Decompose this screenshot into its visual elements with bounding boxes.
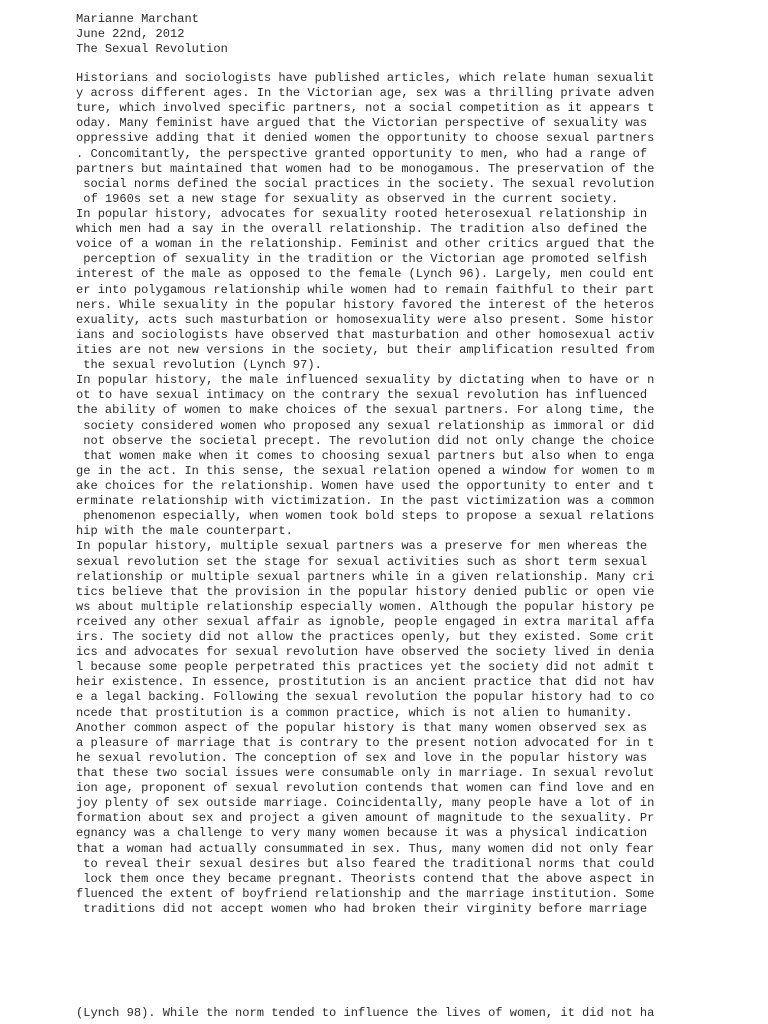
text-line: ics and advocates for sexual revolution have observed the society lived in denia	[76, 645, 655, 660]
text-line: which men had a say in the overall relationship. The tradition also defined the	[76, 222, 648, 237]
text-line: formation about sex and project a given amount of magnitude to the sexuality. Pr	[76, 811, 655, 826]
text-line: l because some people perpetrated this practices yet the society did not admit t	[76, 660, 655, 675]
text-line: ge in the act. In this sense, the sexual relation opened a window for women to m	[76, 463, 655, 478]
text-line: ake choices for the relationship. Women have used the opportunity to enter and t	[76, 478, 655, 493]
text-line: ion age, proponent of sexual revolution contends that women can find love and en	[76, 781, 655, 796]
text-line: In popular history, multiple sexual partners was a preserve for men whereas the	[76, 539, 648, 554]
text-line: a pleasure of marriage that is contrary to the present notion advocated for in t	[76, 735, 655, 750]
text-line: tics believe that the provision in the popular history denied public or open vie	[76, 584, 655, 599]
text-line: oday. Many feminist have argued that the Victorian perspective of sexuality was	[76, 116, 648, 131]
text-line: exuality, acts such masturbation or homosexuality were also present. Some histor	[76, 312, 655, 327]
text-line: Another common aspect of the popular history is that many women observed sex as	[76, 720, 648, 735]
text-line: oppressive adding that it denied women the opportunity to choose sexual partners	[76, 131, 655, 146]
text-line: The Sexual Revolution	[76, 42, 228, 57]
text-line: sexual revolution set the stage for sexual activities such as short term sexual	[76, 554, 648, 569]
text-line: ture, which involved specific partners, not a social competition as it appears t	[76, 101, 655, 116]
text-line: that these two social issues were consumable only in marriage. In sexual revolut	[76, 766, 655, 781]
text-line: the ability of women to make choices of the sexual partners. For along time, the	[76, 403, 655, 418]
text-line: rceived any other sexual affair as ignoble, people engaged in extra marital affa	[76, 614, 655, 629]
text-line: of 1960s set a new stage for sexuality as observed in the current society.	[76, 191, 619, 206]
text-line: traditions did not accept women who had broken their virginity before marriage	[76, 902, 648, 917]
document-body	[76, 71, 654, 917]
text-line: egnancy was a challenge to very many women because it was a physical indication	[76, 826, 648, 841]
text-line: the sexual revolution (Lynch 97).	[76, 358, 322, 373]
text-line: ners. While sexuality in the popular history favored the interest of the heteros	[76, 297, 655, 312]
text-line: that a woman had actually consummated in sex. Thus, many women did not only fear	[76, 841, 655, 856]
text-line: phenomenon especially, when women took bold steps to propose a sexual relations	[76, 509, 655, 524]
text-line: (Lynch 98). While the norm tended to influence the lives of women, it did not ha	[76, 1006, 655, 1020]
text-line: ians and sociologists have observed that masturbation and other homosexual activ	[76, 327, 655, 342]
text-line: e a legal backing. Following the sexual revolution the popular history had to co	[76, 690, 655, 705]
text-line: Historians and sociologists have published articles, which relate human sexualit	[76, 71, 655, 85]
text-line: . Concomitantly, the perspective granted opportunity to men, who had a range of	[76, 146, 648, 161]
text-line: In popular history, advocates for sexuality rooted heterosexual relationship in	[76, 206, 648, 221]
text-line: voice of a woman in the relationship. Feminist and other critics argued that the	[76, 237, 655, 252]
text-line: perception of sexuality in the tradition or the Victorian age promoted selfish	[76, 252, 648, 267]
text-line: ities are not new versions in the society, but their amplification resulted from	[76, 342, 655, 357]
text-line: not observe the societal precept. The revolution did not only change the choice	[76, 433, 655, 448]
text-line: interest of the male as opposed to the female (Lynch 96). Largely, men could ent	[76, 267, 655, 282]
text-line: y across different ages. In the Victorian age, sex was a thrilling private adven	[76, 86, 655, 101]
text-line: irs. The society did not allow the practices openly, but they existed. Some crit	[76, 630, 655, 645]
document-header	[76, 12, 228, 57]
text-line: lock them once they became pregnant. Theorists contend that the above aspect in	[76, 871, 655, 886]
page-continuation	[76, 1006, 654, 1021]
text-line: social norms defined the social practices in the society. The sexual revolution	[76, 176, 655, 191]
text-line: fluenced the extent of boyfriend relationship and the marriage institution. Some	[76, 886, 655, 901]
text-line: ot to have sexual intimacy on the contrary the sexual revolution has influenced	[76, 388, 648, 403]
text-line: heir existence. In essence, prostitution is an ancient practice that did not hav	[76, 675, 655, 690]
text-line: relationship or multiple sexual partners while in a given relationship. Many cri	[76, 569, 655, 584]
text-line: Marianne Marchant	[76, 12, 199, 26]
text-line: erminate relationship with victimization. In the past victimization was a common	[76, 494, 655, 509]
text-line: In popular history, the male influenced sexuality by dictating when to have or n	[76, 373, 655, 388]
text-line: er into polygamous relationship while women had to remain faithful to their part	[76, 282, 655, 297]
text-line: he sexual revolution. The conception of sex and love in the popular history was	[76, 750, 648, 765]
text-line: society considered women who proposed any sexual relationship as immoral or did	[76, 418, 655, 433]
text-line: hip with the male counterpart.	[76, 524, 293, 539]
text-line: ws about multiple relationship especially women. Although the popular history pe	[76, 599, 655, 614]
text-line: joy plenty of sex outside marriage. Coincidentally, many people have a lot of in	[76, 796, 655, 811]
text-line: partners but maintained that women had to be monogamous. The preservation of the	[76, 161, 655, 176]
text-line: to reveal their sexual desires but also feared the traditional norms that could	[76, 856, 655, 871]
text-line: that women make when it comes to choosing sexual partners but also when to enga	[76, 448, 655, 463]
text-line: June 22nd, 2012	[76, 27, 185, 42]
text-line: ncede that prostitution is a common practice, which is not alien to humanity.	[76, 705, 633, 720]
